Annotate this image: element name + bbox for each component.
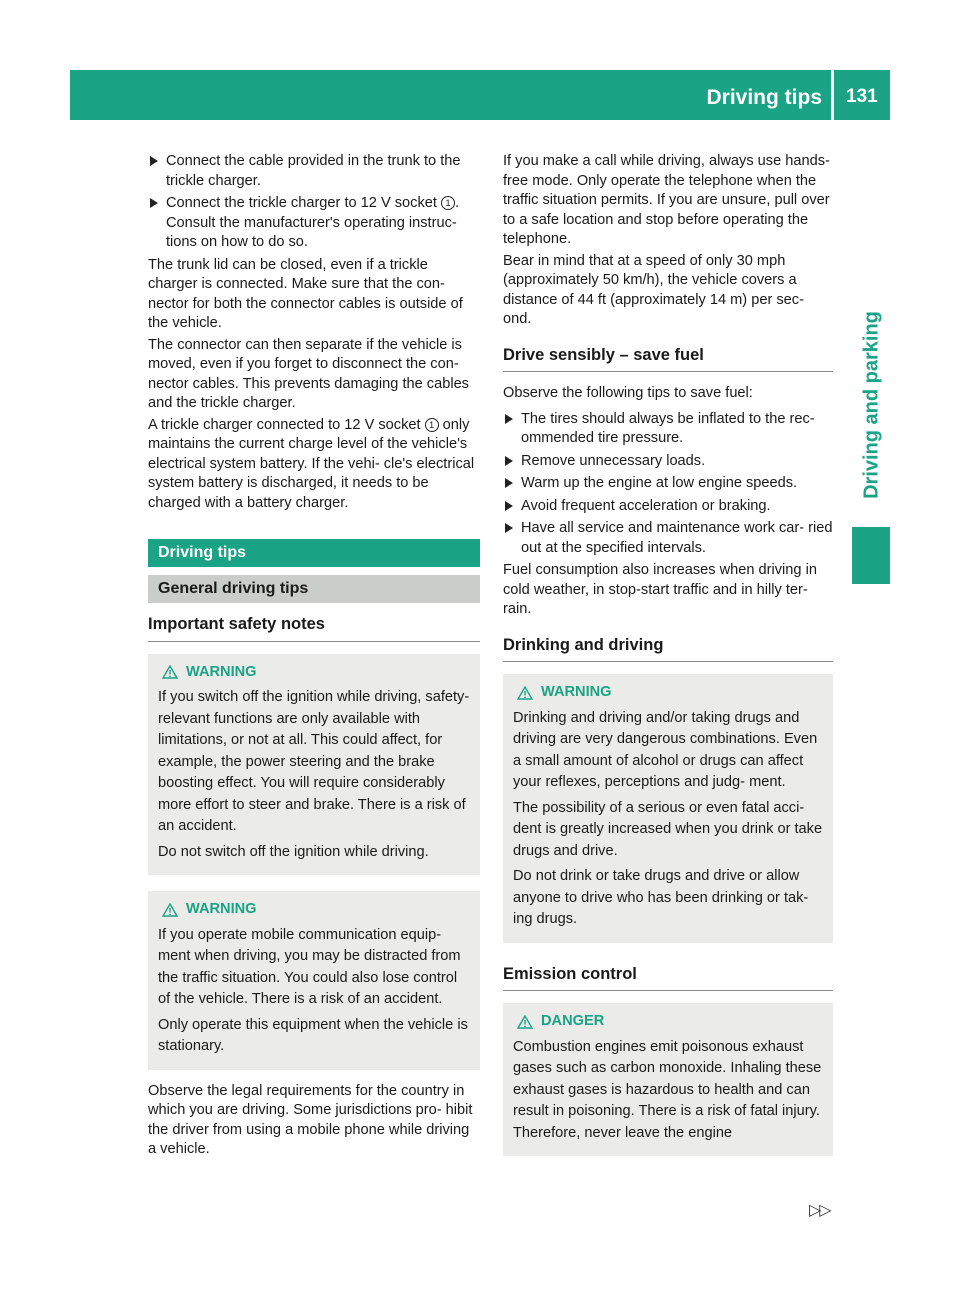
danger-header: [513, 1011, 825, 1033]
left-column: [148, 152, 480, 1162]
header-divider: [831, 70, 834, 120]
chapter-tab-label: Driving and parking: [860, 311, 883, 499]
socket-marker-icon: 1: [441, 196, 455, 210]
warning-triangle-icon: [517, 1015, 533, 1029]
warning-header: [513, 682, 825, 704]
right-column: [503, 152, 833, 1168]
warning-text: Drinking and driving and/or taking drugs and driving are very dangerous combinations. Even a small amount of alcohol or drugs can affect your reflexes, perceptions and judg- ment.: [513, 709, 818, 790]
list-item: [148, 194, 480, 253]
warning-text: The possibility of a serious or even fatal acci- dent is greatly increased when you drink or take drugs and drive.: [513, 799, 823, 859]
chapter-tab[interactable]: [857, 300, 887, 510]
warning-text: Do not switch off the ignition while driving.: [158, 843, 429, 860]
paragraph: Bear in mind that at a speed of only 30 mph (approximately 50 km/h), the vehicle covers a distance of 44 ft (approximately 14 m) per sec- ond.: [503, 252, 804, 327]
warning-text: Only operate this equipment when the vehicle is stationary.: [158, 1016, 468, 1054]
page-number: 131: [846, 86, 878, 107]
warning-box: [148, 654, 480, 876]
danger-text: Combustion engines emit poisonous exhaust gases such as carbon monoxide. Inhaling these exhaust gases is hazardous to health and can result in poisoning. There is a risk of fatal injury. Therefore, never leave the engine: [513, 1038, 822, 1141]
paragraph: Observe the following tips to save fuel:: [503, 385, 753, 401]
list-item: Connect the cable provided in the trunk to the trickle charger.: [148, 152, 480, 191]
paragraph: Fuel consumption also increases when driving in cold weather, in stop-start traffic and in hilly ter- rain.: [503, 562, 817, 617]
warning-text: If you switch off the ignition while driving, safety-relevant functions are only available with limitations, or not at all. This could affect, for example, the power steering and the brake boosting effect. You will require considerably more effort to steer and brake. There is a risk of an accident.: [158, 689, 470, 834]
continue-arrows-icon: ▷▷: [809, 1202, 830, 1219]
warning-label: WARNING: [186, 901, 257, 917]
warning-header: [158, 899, 472, 921]
paragraph: Observe the legal requirements for the country in which you are driving. Some jurisdictions pro- hibit the driver from using a mobile phone while driving a vehicle.: [148, 1082, 473, 1157]
paragraph-text: only maintains the current charge level of the vehicle's electrical system battery. If the vehi- cle's electrical system battery is discharged, it needs to be charged with a battery charger.: [148, 416, 475, 511]
list-item: Have all service and maintenance work car- ried out at the specified intervals.: [503, 519, 833, 558]
warning-label: WARNING: [541, 684, 612, 700]
subsection-band: General driving tips: [148, 575, 480, 603]
paragraph: The trunk lid can be closed, even if a trickle charger is connected. Make sure that the con- nector for both the connector cables is outside of the vehicle.: [148, 256, 463, 331]
section-band: Driving tips: [148, 539, 480, 567]
heading: Emission control: [503, 965, 833, 992]
warning-box: [148, 891, 480, 1070]
warning-triangle-icon: [162, 903, 178, 917]
list-item-text: . Consult the manufacturer's operating instruc- tions on how to do so.: [166, 195, 460, 250]
warning-triangle-icon: [162, 665, 178, 679]
heading: Important safety notes: [148, 615, 480, 642]
section-title: Driving tips: [706, 86, 822, 109]
warning-box: [503, 674, 833, 943]
warning-text: Do not drink or take drugs and drive or allow anyone to drive who has been drinking or tak- ing drugs.: [513, 868, 809, 927]
warning-text: If you operate mobile communication equip- ment when driving, you may be distracted from the traffic situation. You could also lose control of the vehicle. There is a risk of an accident.: [158, 926, 461, 1007]
chapter-tab-marker: [852, 527, 890, 584]
heading: Drive sensibly – save fuel: [503, 346, 833, 373]
warning-triangle-icon: [517, 686, 533, 700]
danger-box: [503, 1003, 833, 1156]
list-item: Warm up the engine at low engine speeds.: [503, 474, 833, 494]
paragraph-text: A trickle charger connected to 12 V socket: [148, 416, 425, 433]
paragraph: [148, 416, 480, 514]
list-item: The tires should always be inflated to the rec- ommended tire pressure.: [503, 410, 833, 449]
warning-header: [158, 662, 472, 684]
paragraph: The connector can then separate if the vehicle is moved, even if you forget to disconnect the con- nector cables. This prevents damaging the cables and the trickle charger.: [148, 336, 469, 411]
paragraph: If you make a call while driving, always use hands-free mode. Only operate the telephone when the traffic situation permits. If you are unsure, pull over to a safe location and stop before operating the telephone.: [503, 153, 830, 247]
list-item: Remove unnecessary loads.: [503, 452, 833, 472]
list-item-text: Connect the trickle charger to 12 V socket: [166, 195, 441, 211]
list-item: Avoid frequent acceleration or braking.: [503, 497, 833, 517]
socket-marker-icon: 1: [425, 418, 439, 432]
heading: Drinking and driving: [503, 636, 833, 663]
warning-label: WARNING: [186, 663, 257, 680]
danger-label: DANGER: [541, 1013, 605, 1029]
